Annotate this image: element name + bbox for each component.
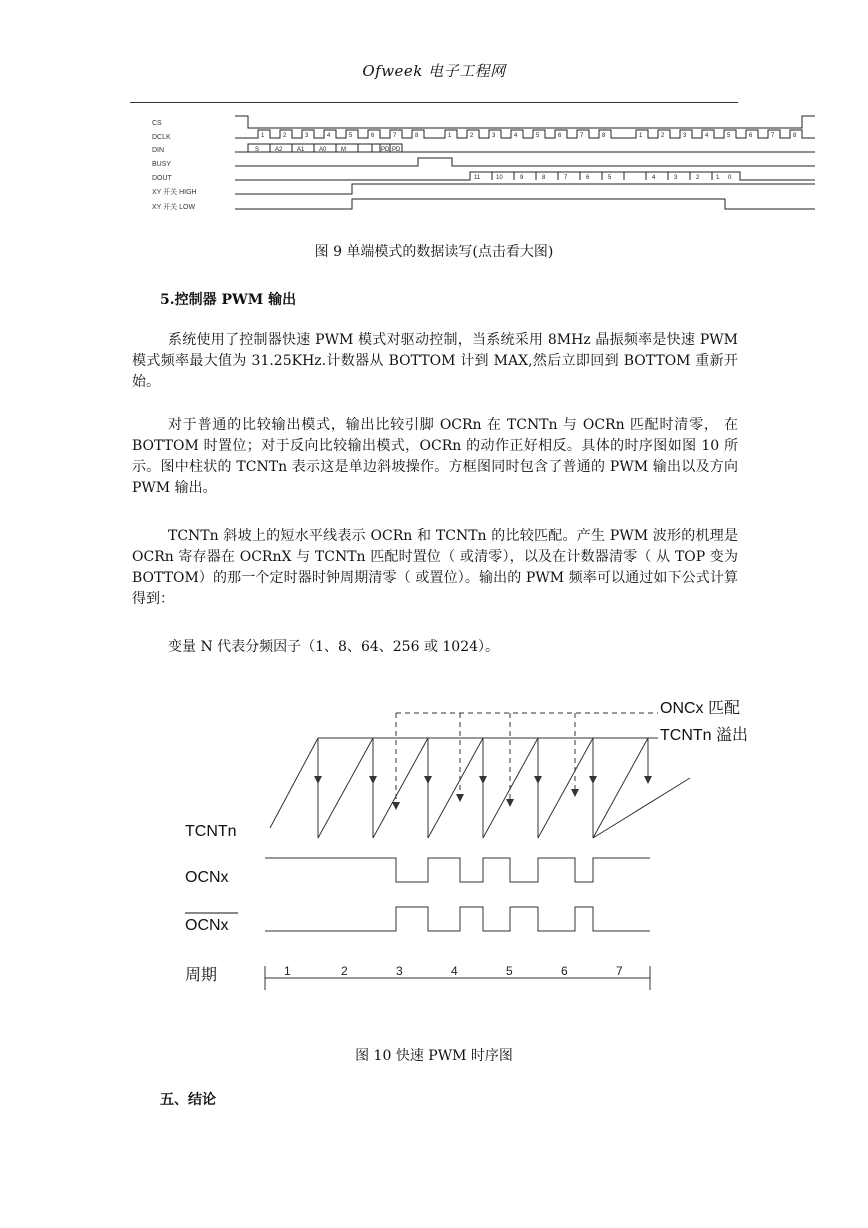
page-header: Ofweek 电子工程网 [362, 62, 506, 80]
dout-bit: 2 [696, 175, 700, 181]
dclk-num: 6 [371, 133, 375, 139]
period-number: 1 [284, 964, 291, 978]
din-bit: M [341, 147, 346, 153]
section-five-heading: 五、结论 [160, 1092, 216, 1108]
paragraph-4: 变量 N 代表分频因子（1、8、64、256 或 1024）。 [168, 639, 500, 655]
dclk-num: 7 [393, 133, 397, 139]
tcnt-sawtooth [270, 738, 690, 838]
dclk-num: 8 [793, 133, 797, 139]
signal-label-xy-low: XY 开关 LOW [152, 204, 196, 211]
signal-label-din: DIN [152, 147, 165, 154]
dout-bit: 1 [716, 175, 720, 181]
dclk-num: 8 [602, 133, 606, 139]
dclk-num: 2 [470, 133, 474, 139]
section5-heading: 5.控制器 PWM 输出 [160, 292, 297, 308]
period-number: 2 [341, 964, 348, 978]
dclk-num: 8 [415, 133, 419, 139]
label-ocnx-bar: OCNx [185, 917, 229, 934]
cs-wave [235, 116, 815, 128]
paragraph-3: TCNTn 斜坡上的短水平线表示 OCRn 和 TCNTn 的比较匹配。产生 PWM 波形的机理是 OCRn 寄存器在 OCRnX 与 TCNTn 匹配时置位（ 或清零），以及在计数器清零（ 从 TOP 变为 BOTTOM）的那一个定时器时钟周期清零（ 或置位）。输出的 PWM 频率可以通过如下公式计算得到： [132, 528, 738, 607]
dclk-num: 3 [492, 133, 496, 139]
signal-label-dclk: DCLK [152, 134, 171, 141]
figure9-caption: 图 9 单端模式的数据读写(点击看大图) [314, 244, 554, 260]
signal-label-busy: BUSY [152, 161, 172, 168]
ocnx-bar-wave [265, 907, 650, 931]
din-bit: PD [381, 147, 390, 153]
dout-bit: 11 [474, 175, 481, 181]
dout-bit: 8 [542, 175, 546, 181]
dclk-num: 5 [349, 133, 353, 139]
din-bit: S [255, 147, 260, 153]
label-tcnt: TCNTn [185, 823, 237, 840]
din-bit: A1 [297, 147, 305, 153]
dout-bit: 4 [652, 175, 656, 181]
header-rule [130, 102, 738, 103]
figure10-pwm-timing [170, 688, 790, 1008]
dclk-num: 6 [558, 133, 562, 139]
dclk-num: 6 [749, 133, 753, 139]
dout-bit: 6 [586, 175, 590, 181]
din-bit: PD [392, 147, 401, 153]
dout-bit: 10 [496, 175, 503, 181]
figure9-timing-diagram [140, 112, 820, 214]
xy-low-wave [235, 199, 815, 209]
period-number: 6 [561, 964, 568, 978]
dout-bit: 0 [728, 175, 732, 181]
xy-high-wave [235, 184, 815, 194]
dclk-num: 4 [327, 133, 331, 139]
din-bit: A0 [319, 147, 327, 153]
label-onc-match: ONCx 匹配 [660, 700, 741, 717]
period-number: 5 [506, 964, 513, 978]
busy-wave [235, 158, 815, 166]
dout-bit: 7 [564, 175, 568, 181]
label-ocnx: OCNx [185, 869, 229, 886]
dclk-num: 2 [283, 133, 287, 139]
dclk-num: 4 [705, 133, 709, 139]
paragraph-2: 对于普通的比较输出模式，输出比较引脚 OCRn 在 TCNTn 与 OCRn 匹配时清零， 在 BOTTOM 时置位；对于反向比较输出模式，OCRn 的动作正好相反。具体的时序图如图 10 所示。图中柱状的 TCNTn 表示这是单边斜坡操作。方框图同时包含了普通的 PWM 输出以及方向 PWM 输出。 [132, 417, 738, 496]
dout-bit: 9 [520, 175, 524, 181]
period-number: 7 [616, 964, 623, 978]
label-tcnt-overflow: TCNTn 溢出 [660, 727, 749, 744]
dclk-num: 1 [261, 133, 265, 139]
signal-label-xy-high: XY 开关 HIGH [152, 189, 197, 196]
dclk-num: 4 [514, 133, 518, 139]
dclk-num: 7 [580, 133, 584, 139]
dout-bit: 5 [608, 175, 612, 181]
dclk-num: 2 [661, 133, 665, 139]
paragraph-1: 系统使用了控制器快速 PWM 模式对驱动控制，当系统采用 8MHz 晶振频率是快速 PWM 模式频率最大值为 31.25KHz.计数器从 BOTTOM 计到 MAX,然后立即回到 BOTTOM 重新开始。 [132, 332, 738, 390]
period-number: 4 [451, 964, 458, 978]
dclk-num: 3 [683, 133, 687, 139]
dclk-num: 3 [305, 133, 309, 139]
label-period: 周期 [185, 967, 218, 984]
din-bit: A2 [275, 147, 283, 153]
dclk-num: 5 [536, 133, 540, 139]
dclk-num: 7 [771, 133, 775, 139]
dout-bit: 3 [674, 175, 678, 181]
dclk-num: 5 [727, 133, 731, 139]
signal-label-dout: DOUT [152, 175, 172, 182]
period-number: 3 [396, 964, 403, 978]
signal-label-cs: CS [152, 120, 162, 127]
dclk-num: 1 [448, 133, 452, 139]
ocnx-wave [265, 858, 650, 882]
dclk-num: 1 [639, 133, 643, 139]
figure10-caption: 图 10 快速 PWM 时序图 [355, 1048, 513, 1064]
